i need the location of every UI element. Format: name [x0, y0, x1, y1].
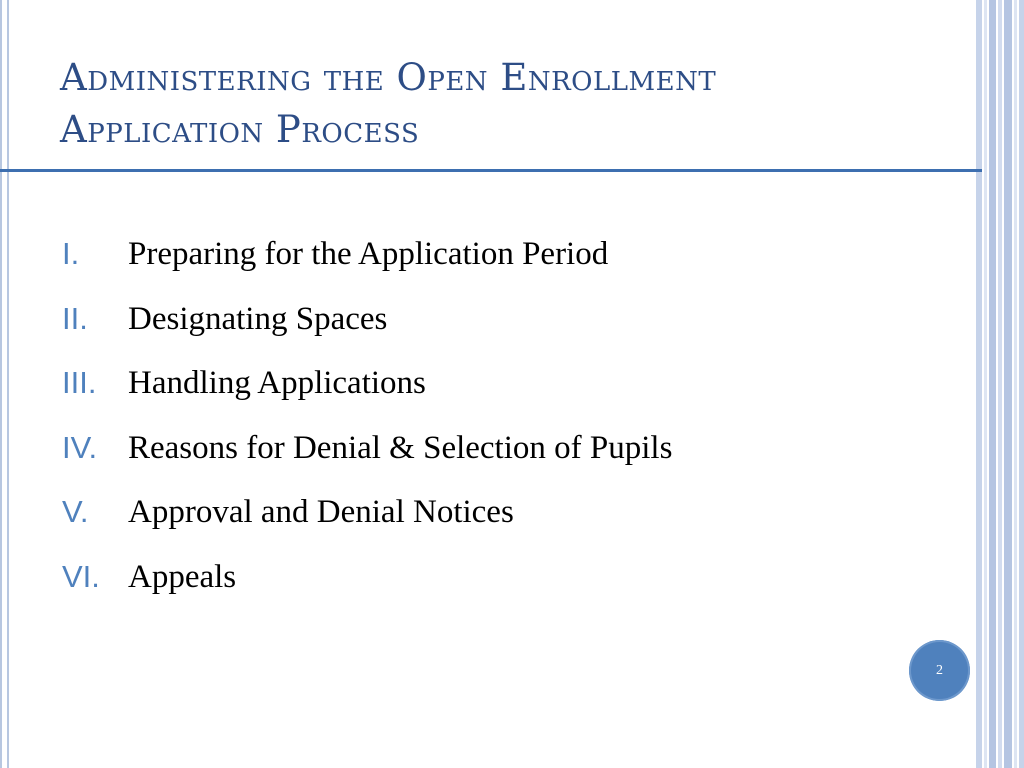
- right-decorative-stripe: [989, 0, 996, 768]
- left-border-line: [7, 0, 9, 768]
- right-decorative-stripe: [1004, 0, 1012, 768]
- agenda-item: [62, 236, 942, 301]
- agenda-item-text: Appeals: [128, 558, 237, 595]
- agenda-item-numeral: I.: [62, 236, 80, 271]
- agenda-item-text: Reasons for Denial & Selection of Pupils: [128, 429, 673, 466]
- right-decorative-stripe: [984, 0, 987, 768]
- right-decorative-stripe: [1019, 0, 1024, 768]
- right-decorative-stripe: [998, 0, 1002, 768]
- right-decorative-stripe: [976, 0, 982, 768]
- agenda-item-numeral: VI.: [62, 558, 100, 594]
- agenda-item-numeral: IV.: [62, 429, 98, 465]
- slide-title-line-2: Application Process: [60, 108, 420, 151]
- agenda-item: [62, 559, 942, 624]
- agenda-item-text: Preparing for the Application Period: [128, 236, 609, 272]
- right-decorative-stripe: [1014, 0, 1017, 768]
- agenda-item-numeral: V.: [62, 494, 89, 529]
- agenda-item-text: Approval and Denial Notices: [128, 494, 514, 530]
- agenda-item: [62, 430, 942, 495]
- agenda-list: [62, 236, 942, 623]
- agenda-item-text: Handling Applications: [128, 365, 426, 401]
- slide-title: [60, 52, 940, 156]
- title-divider: [0, 169, 982, 172]
- left-border-line: [0, 0, 2, 768]
- page-number-badge: [909, 640, 970, 701]
- agenda-item: [62, 494, 942, 559]
- slide-title-line-1: Administering the Open Enrollment: [60, 56, 717, 99]
- agenda-item-text: Designating Spaces: [128, 300, 388, 337]
- agenda-item-numeral: II.: [62, 300, 88, 336]
- agenda-item-numeral: III.: [62, 365, 97, 400]
- page-number: 2: [936, 662, 943, 678]
- agenda-item: [62, 301, 942, 366]
- agenda-item: [62, 365, 942, 430]
